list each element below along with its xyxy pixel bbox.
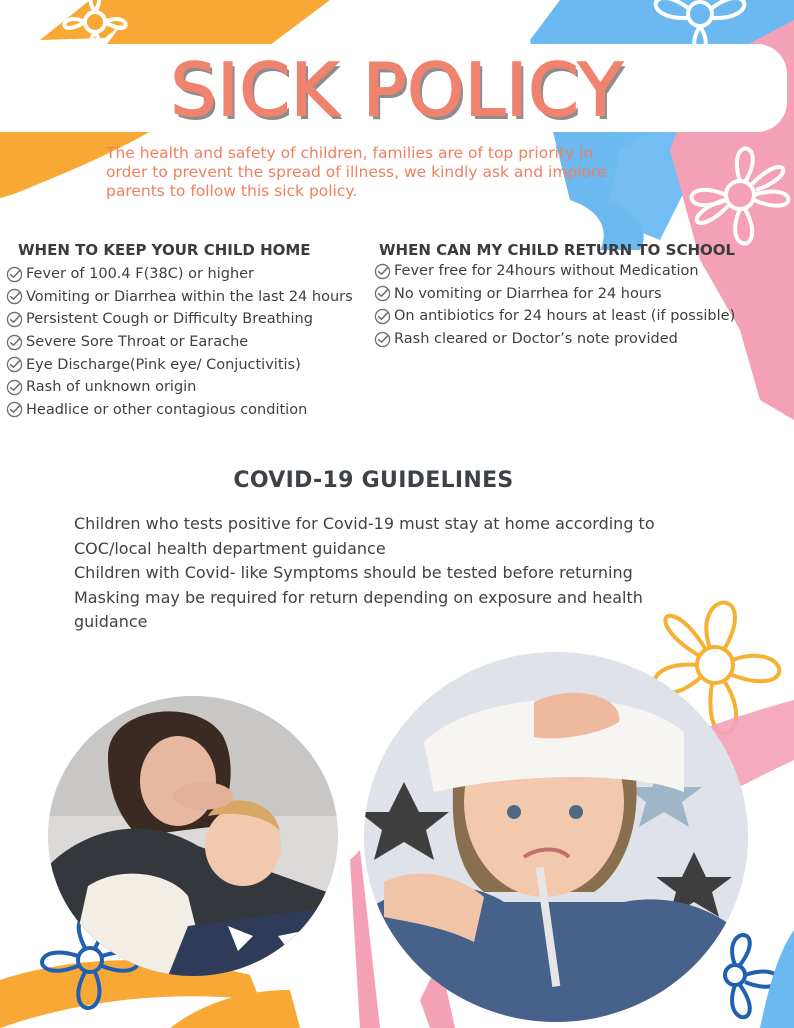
check-circle-icon [374, 263, 391, 280]
list-item [374, 283, 735, 306]
list-item [6, 399, 353, 422]
check-circle-icon [6, 311, 23, 328]
list-item-label: Rash cleared or Doctor’s note provided [394, 331, 678, 348]
return-school-heading: WHEN CAN MY CHILD RETURN TO SCHOOL [379, 241, 736, 259]
covid-guideline-line: Masking may be required for return depending on exposure and health guidance [74, 587, 643, 631]
check-circle-icon [374, 285, 391, 302]
keep-home-section [18, 240, 311, 260]
check-circle-icon [374, 331, 391, 348]
list-item [6, 286, 353, 309]
list-item [6, 263, 353, 286]
page-title: SICK POLICY [170, 48, 624, 132]
blue-brush-stroke [760, 930, 794, 1028]
check-circle-icon [6, 401, 23, 418]
list-item-label: No vomiting or Diarrhea for 24 hours [394, 285, 662, 302]
return-school-list [374, 260, 735, 350]
keep-home-list [6, 263, 353, 421]
list-item [374, 305, 735, 328]
list-item-label: Severe Sore Throat or Earache [26, 334, 249, 351]
sick-child-photo [364, 652, 748, 1022]
list-item-label: Headlice or other contagious condition [26, 401, 308, 418]
return-school-section [379, 240, 735, 260]
list-item [6, 308, 353, 331]
list-item [6, 353, 353, 376]
list-item [6, 331, 353, 354]
covid-heading: COVID-19 GUIDELINES [233, 468, 514, 493]
check-circle-icon [6, 288, 23, 305]
mother-child-photo [48, 696, 338, 976]
list-item-label: Eye Discharge(Pink eye/ Conjuctivitis) [26, 356, 301, 373]
list-item-label: Fever of 100.4 F(38C) or higher [26, 266, 255, 283]
covid-guideline-line: Children with Covid- like Symptoms should be tested before returning [74, 563, 633, 582]
list-item-label: On antibiotics for 24 hours at least (if possible) [394, 308, 736, 325]
keep-home-heading: WHEN TO KEEP YOUR CHILD HOME [18, 241, 311, 259]
covid-guideline-line: Children who tests positive for Covid-19 must stay at home according to COC/local health department guidance [74, 514, 655, 558]
list-item-label: Fever free for 24hours without Medication [394, 263, 699, 280]
list-item-label: Rash of unknown origin [26, 379, 197, 396]
list-item-label: Persistent Cough or Difficulty Breathing [26, 311, 313, 328]
list-item-label: Vomiting or Diarrhea within the last 24 hours [26, 288, 353, 305]
covid-guidelines [74, 512, 694, 635]
check-circle-icon [6, 379, 23, 396]
list-item [374, 260, 735, 283]
list-item [6, 376, 353, 399]
list-item [374, 328, 735, 351]
check-circle-icon [374, 308, 391, 325]
check-circle-icon [6, 356, 23, 373]
check-circle-icon [6, 266, 23, 283]
intro-text: The health and safety of children, families are of top priority in order to prevent the spread of illness, we kindly ask and implore parents to follow this sick policy. [106, 144, 607, 200]
check-circle-icon [6, 334, 23, 351]
